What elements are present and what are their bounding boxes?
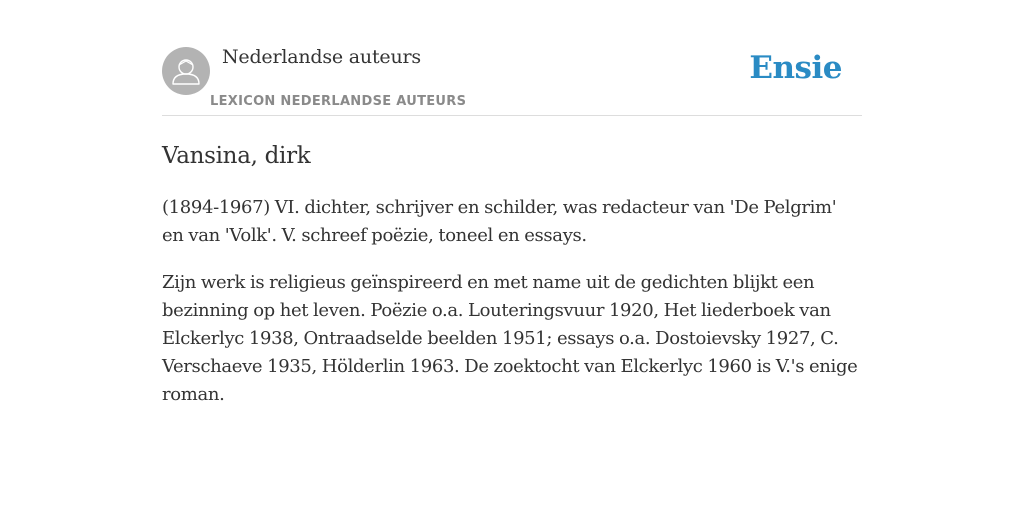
source-name[interactable]: Nederlandse auteurs	[222, 46, 421, 68]
content-container	[162, 0, 862, 409]
article-paragraph: (1894-1967) VI. dichter, schrijver en schilder, was redacteur van 'De Pelgrim' en van 'Volk'. V. schreef poëzie, toneel en essays.	[162, 197, 837, 246]
article-paragraph: Zijn werk is religieus geïnspireerd en met name uit de gedichten blijkt een bezinning op het leven. Poëzie o.a. Louteringsvuur 1920, Het liederboek van Elckerlyc 1938, Ontraadselde beelden 1951; essays o.a. Dostoievsky 1927, C. Verschaeve 1935, Hölderlin 1963. De zoektocht van Elckerlyc 1960 is V.'s enige roman.	[162, 272, 858, 405]
avatar[interactable]	[162, 47, 210, 95]
brand-logo[interactable]: Ensie	[749, 50, 842, 86]
source-subtitle[interactable]: LEXICON NEDERLANDSE AUTEURS	[210, 94, 467, 109]
article-title: Vansina, dirk	[162, 143, 311, 169]
user-icon	[162, 47, 210, 95]
source-header	[162, 0, 862, 116]
